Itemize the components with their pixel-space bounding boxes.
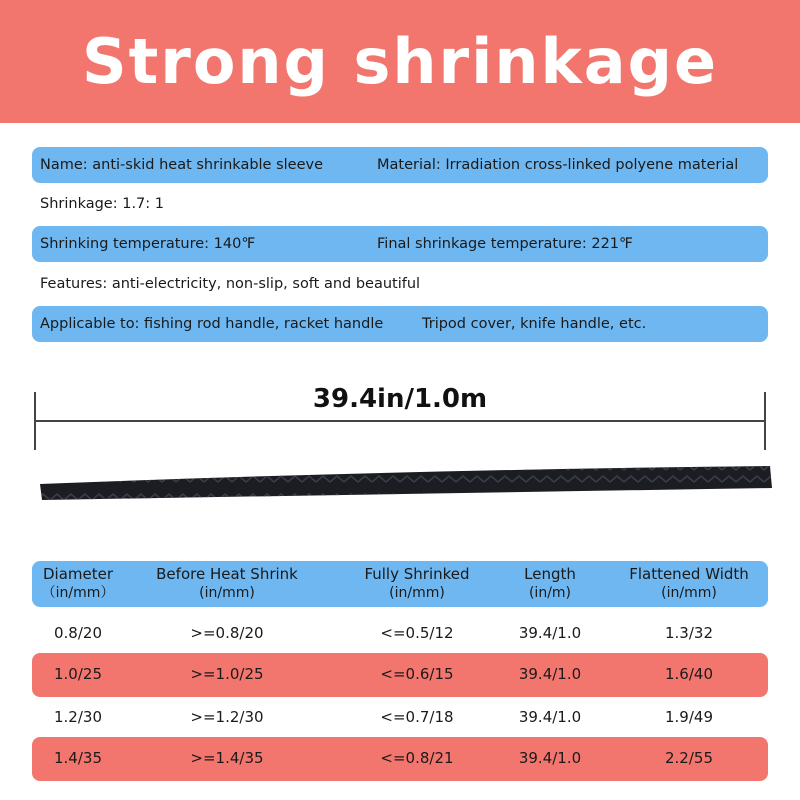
cell-flattened: 1.3/32 — [665, 624, 713, 642]
col-header-fully: Fully Shrinked (in/mm) — [364, 565, 470, 601]
spec-row-shrinkage — [32, 186, 768, 222]
cell-length: 39.4/1.0 — [518, 665, 582, 683]
page-title: Strong shrinkage — [81, 25, 719, 98]
spec-applicable-b: Tripod cover, knife handle, etc. — [422, 316, 647, 332]
cell-fully: <=0.5/12 — [380, 624, 454, 642]
table-row — [32, 737, 768, 781]
col-header-before: Before Heat Shrink (in/mm) — [156, 565, 298, 601]
spec-row-name-material — [32, 147, 768, 183]
spec-row-applicable — [32, 306, 768, 342]
col-header-diameter: Diameter （in/mm） — [41, 565, 115, 601]
cell-length: 39.4/1.0 — [518, 624, 582, 642]
cell-flattened: 1.6/40 — [665, 665, 713, 683]
spec-features: Features: anti-electricity, non-slip, soft and beautiful — [40, 276, 421, 292]
cell-length: 39.4/1.0 — [518, 749, 582, 767]
cell-before: >=0.8/20 — [190, 624, 264, 642]
col-header-flattened: Flattened Width (in/mm) — [629, 565, 749, 601]
header-banner — [0, 0, 800, 123]
cell-diameter: 1.2/30 — [54, 708, 102, 726]
length-label: 39.4in/1.0m — [312, 384, 488, 414]
cell-diameter: 1.4/35 — [54, 749, 102, 767]
cell-diameter: 1.0/25 — [54, 665, 102, 683]
col-header-length: Length (in/m) — [524, 565, 576, 601]
cell-fully: <=0.6/15 — [380, 665, 454, 683]
spec-final-temp: Final shrinkage temperature: 221℉ — [377, 236, 633, 252]
cell-fully: <=0.7/18 — [380, 708, 454, 726]
cell-before: >=1.2/30 — [190, 708, 264, 726]
spec-name: Name: anti-skid heat shrinkable sleeve — [40, 157, 324, 173]
cell-before: >=1.4/35 — [190, 749, 264, 767]
spec-row-temperature — [32, 226, 768, 262]
cell-diameter: 0.8/20 — [54, 624, 102, 642]
table-header — [32, 561, 768, 607]
sleeve-image — [36, 460, 776, 510]
spec-material: Material: Irradiation cross-linked polyene material — [377, 157, 739, 173]
spec-shrinkage: Shrinkage: 1.7: 1 — [40, 196, 165, 212]
table-row — [32, 612, 768, 656]
table-row — [32, 653, 768, 697]
spec-row-features — [32, 266, 768, 302]
spec-shrink-temp: Shrinking temperature: 140℉ — [40, 236, 256, 252]
cell-fully: <=0.8/21 — [380, 749, 454, 767]
cell-flattened: 1.9/49 — [665, 708, 713, 726]
cell-before: >=1.0/25 — [190, 665, 264, 683]
cell-flattened: 2.2/55 — [665, 749, 713, 767]
table-row — [32, 696, 768, 740]
cell-length: 39.4/1.0 — [518, 708, 582, 726]
spec-applicable-a: Applicable to: fishing rod handle, racket handle — [40, 316, 384, 332]
measure-line — [35, 420, 765, 422]
